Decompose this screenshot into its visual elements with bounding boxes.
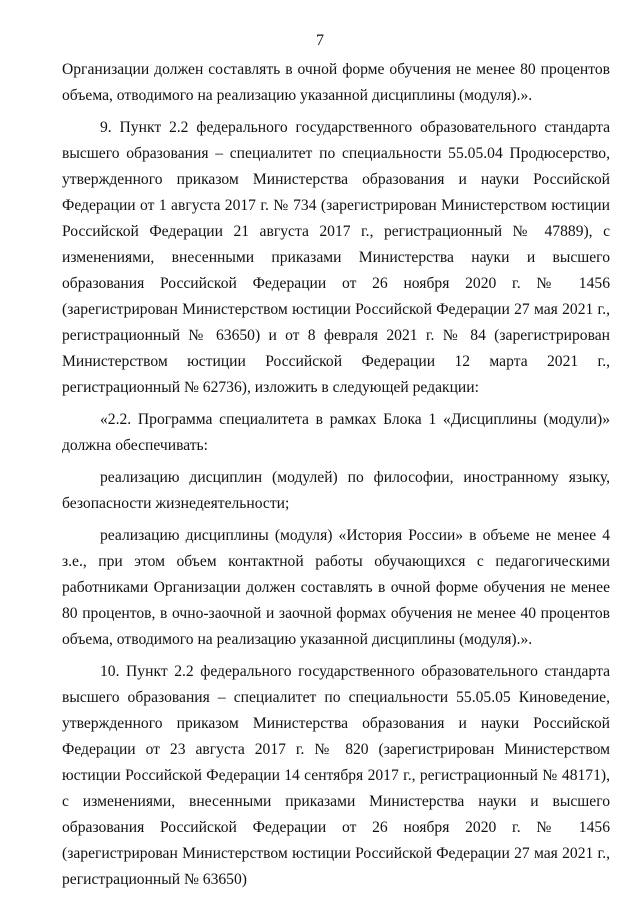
paragraph-disciplines-list: реализацию дисциплин (модулей) по философии, иностранному языку, безопасности жизнедеятельности; bbox=[62, 469, 610, 512]
document-body bbox=[62, 57, 610, 893]
paragraph-program-requirements: «2.2. Программа специалитета в рамках Блока 1 «Дисциплины (модули)» должна обеспечивать: bbox=[62, 411, 610, 454]
paragraph-history-discipline: реализацию дисциплины (модуля) «История России» в объеме не менее 4 з.е., при этом объем контактной работы обучающихся с педагогическими работниками Организации должен составлять в очной форме обучения не менее 80 процентов, в очно-заочной и заочной формах обучения не менее 40 процентов объема, отводимого на реализацию указанной дисциплины (модуля).». bbox=[62, 527, 610, 648]
paragraph-item-9: 9. Пункт 2.2 федерального государственного образовательного стандарта высшего образования – специалитет по специальности 55.05.04 Продюсерство, утвержденного приказом Министерства образования и науки Российской Федерации от 1 августа 2017 г. № 734 (зарегистрирован Министерством юстиции Российской Федерации 21 августа 2017 г., регистрационный № 47889), с изменениями, внесенными приказами Министерства науки и высшего образования Российской Федерации от 26 ноября 2020 г. № 1456 (зарегистрирован Министерством юстиции Российской Федерации 27 мая 2021 г., регистрационный № 63650) и от 8 февраля 2021 г. № 84 (зарегистрирован Министерством юстиции Российской Федерации 12 марта 2021 г., регистрационный № 62736), изложить в следующей редакции: bbox=[62, 119, 610, 396]
paragraph-item-10: 10. Пункт 2.2 федерального государственного образовательного стандарта высшего образования – специалитет по специальности 55.05.05 Киноведение, утвержденного приказом Министерства образования и науки Российской Федерации от 23 августа 2017 г. № 820 (зарегистрирован Министерством юстиции Российской Федерации 14 сентября 2017 г., регистрационный № 48171), с изменениями, внесенными приказами Министерства науки и высшего образования Российской Федерации от 26 ноября 2020 г. № 1456 (зарегистрирован Министерством юстиции Российской Федерации 27 мая 2021 г., регистрационный № 63650) bbox=[62, 663, 610, 888]
page-number: 7 bbox=[316, 32, 324, 49]
paragraph-continuation: Организации должен составлять в очной форме обучения не менее 80 процентов объема, отводимого на реализацию указанной дисциплины (модуля).». bbox=[62, 61, 610, 104]
